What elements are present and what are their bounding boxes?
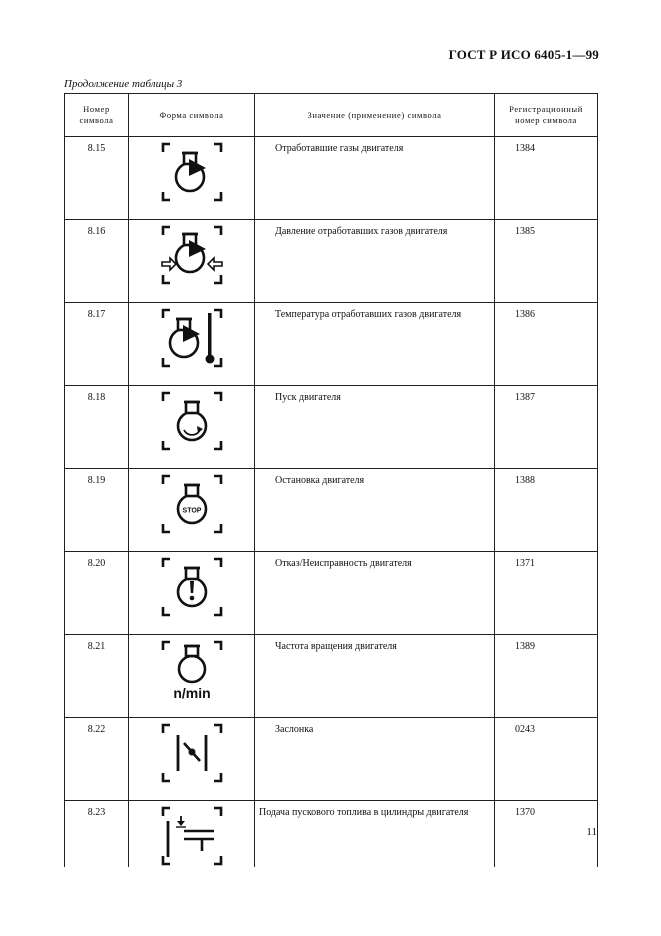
table-continuation-caption: Продолжение таблицы 3 <box>64 78 183 90</box>
registration-number: 1388 <box>495 469 598 552</box>
symbol-cell <box>129 801 255 868</box>
symbol-meaning: Заслонка <box>255 718 495 801</box>
header-registration-line2: номер символа <box>515 115 577 125</box>
table-header-row <box>65 94 598 137</box>
header-number-line1: Номер <box>83 104 110 115</box>
rpm-label: n/min <box>172 685 211 701</box>
table-row <box>65 635 598 718</box>
symbol-cell <box>129 718 255 801</box>
symbol-meaning: Пуск двигателя <box>255 386 495 469</box>
registration-number: 1389 <box>495 635 598 718</box>
engine-speed-icon <box>160 639 224 701</box>
table-row <box>65 718 598 801</box>
row-number: 8.18 <box>65 386 129 469</box>
header-symbol-form-label: Форма символа <box>159 109 224 120</box>
symbol-meaning: Подача пускового топлива в цилиндры двигателя <box>255 801 495 868</box>
table-row <box>65 303 598 386</box>
registration-number: 1387 <box>495 386 598 469</box>
exhaust-temperature-icon <box>160 307 224 369</box>
symbol-meaning: Отказ/Неисправность двигателя <box>255 552 495 635</box>
symbol-cell <box>129 303 255 386</box>
registration-number: 1370 <box>495 801 598 868</box>
symbol-meaning: Частота вращения двигателя <box>255 635 495 718</box>
header-registration-number <box>495 94 598 137</box>
row-number: 8.20 <box>65 552 129 635</box>
table-row <box>65 801 598 868</box>
engine-start-icon <box>160 390 224 452</box>
symbol-cell <box>129 635 255 718</box>
page-number: 11 <box>586 826 597 838</box>
registration-number: 0243 <box>495 718 598 801</box>
stop-label: STOP <box>182 507 201 515</box>
standard-designation: ГОСТ Р ИСО 6405-1—99 <box>448 47 599 62</box>
starting-fuel-injection-icon <box>160 805 224 867</box>
row-number: 8.22 <box>65 718 129 801</box>
registration-number: 1371 <box>495 552 598 635</box>
row-number: 8.17 <box>65 303 129 386</box>
table-row <box>65 137 598 220</box>
table-row <box>65 386 598 469</box>
engine-fault-icon <box>160 556 224 618</box>
symbol-meaning: Отработавшие газы двигателя <box>255 137 495 220</box>
table-row <box>65 469 598 552</box>
row-number: 8.21 <box>65 635 129 718</box>
symbol-meaning: Температура отработавших газов двигателя <box>255 303 495 386</box>
symbol-cell <box>129 469 255 552</box>
row-number: 8.16 <box>65 220 129 303</box>
symbol-cell <box>129 137 255 220</box>
symbol-meaning: Давление отработавших газов двигателя <box>255 220 495 303</box>
symbol-cell <box>129 386 255 469</box>
header-symbol-form <box>129 94 255 137</box>
symbol-cell <box>129 552 255 635</box>
engine-stop-icon <box>160 473 224 535</box>
row-number: 8.15 <box>65 137 129 220</box>
registration-number: 1386 <box>495 303 598 386</box>
engine-exhaust-icon <box>160 141 224 203</box>
table-row <box>65 220 598 303</box>
registration-number: 1385 <box>495 220 598 303</box>
header-meaning-label: Значение (применение) символа <box>307 109 442 120</box>
damper-icon <box>160 722 224 784</box>
symbol-meaning: Остановка двигателя <box>255 469 495 552</box>
header-number-line2: символа <box>79 115 114 125</box>
header-registration-line1: Регистрационный <box>509 104 583 115</box>
symbols-table <box>64 93 598 867</box>
row-number: 8.23 <box>65 801 129 868</box>
symbol-cell <box>129 220 255 303</box>
table-row <box>65 552 598 635</box>
exhaust-pressure-icon <box>160 224 224 286</box>
header-number <box>65 94 129 137</box>
header-meaning <box>255 94 495 137</box>
registration-number: 1384 <box>495 137 598 220</box>
row-number: 8.19 <box>65 469 129 552</box>
